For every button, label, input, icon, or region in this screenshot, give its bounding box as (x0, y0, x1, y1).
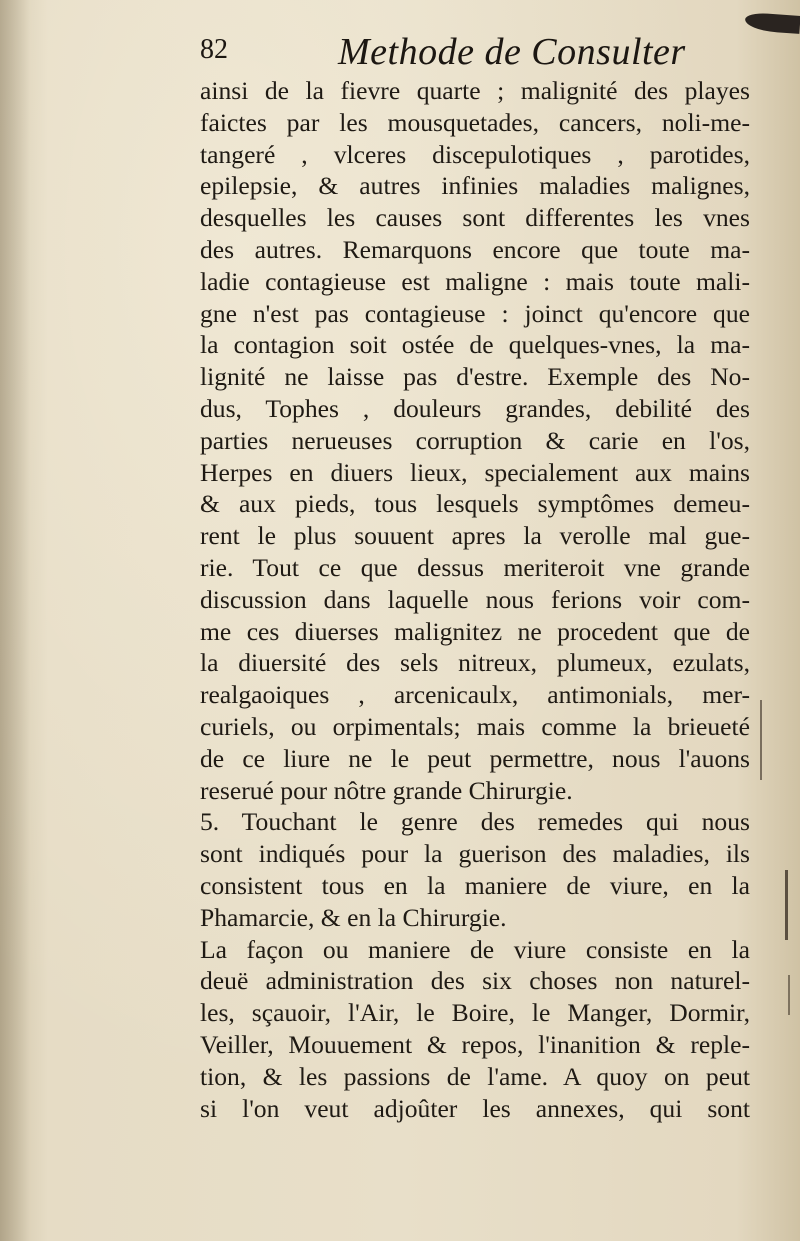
text-line: Herpes en diuers lieux, specialement aux mains (200, 457, 750, 487)
text-line: realgaoiques , arcenicaulx, antimonials, mer- (200, 680, 750, 710)
text-line: tion, & les passions de l'ame. A quoy on peut (200, 1061, 750, 1091)
page-header (200, 30, 760, 80)
text-line: discussion dans laquelle nous ferions voir com- (200, 584, 750, 614)
ink-bleed (785, 870, 788, 940)
text-line: des autres. Remarquons encore que toute ma- (200, 234, 750, 264)
text-line: deuë administration des six choses non naturel- (200, 966, 750, 996)
text-line: rie. Tout ce que dessus meriteroit vne grande (200, 552, 750, 582)
text-line: desquelles les causes sont differentes les vnes (200, 203, 750, 233)
text-line: tangeré , vlceres discepulotiques , parotides, (200, 139, 750, 169)
page-number: 82 (200, 34, 228, 65)
ink-bleed (788, 975, 790, 1015)
text-line: la diuersité des sels nitreux, plumeux, ezulats, (200, 648, 750, 678)
gutter-shadow (0, 0, 30, 1241)
body-text (200, 75, 750, 1124)
text-line: parties nerueuses corruption & carie en l'os, (200, 425, 750, 455)
text-line: rent le plus souuent apres la verolle mal gue- (200, 521, 750, 551)
text-line: epilepsie, & autres infinies maladies malignes, (200, 171, 750, 201)
text-line: si l'on veut adjoûter les annexes, qui sont (200, 1093, 750, 1123)
running-title: Methode de Consulter (338, 31, 686, 73)
text-line: faictes par les mousquetades, cancers, noli-me- (200, 107, 750, 137)
text-line: dus, Tophes , douleurs grandes, debilité des (200, 393, 750, 423)
text-line: Veiller, Mouuement & repos, l'inanition & reple- (200, 1029, 750, 1059)
ink-bleed (760, 700, 762, 780)
text-line: & aux pieds, tous lesquels symptômes demeu- (200, 489, 750, 519)
text-line: Phamarcie, & en la Chirurgie. (200, 902, 507, 932)
text-line: La façon ou maniere de viure consiste en la (200, 934, 750, 964)
text-line: gne n'est pas contagieuse : joinct qu'encore que (200, 298, 750, 328)
text-line: ladie contagieuse est maligne : mais toute mali- (200, 266, 750, 296)
text-line: 5. Touchant le genre des remedes qui nous (200, 807, 750, 837)
text-line: curiels, ou orpimentals; mais comme la brieueté (200, 711, 750, 741)
text-line: la contagion soit ostée de quelques-vnes, la ma- (200, 330, 750, 360)
text-line: reserué pour nôtre grande Chirurgie. (200, 775, 573, 805)
text-line: sont indiqués pour la guerison des maladies, ils (200, 839, 750, 869)
text-line: ainsi de la fievre quarte ; malignité des playes (200, 76, 750, 105)
text-line: consistent tous en la maniere de viure, en la (200, 870, 750, 900)
text-line: lignité ne laisse pas d'estre. Exemple des No- (200, 362, 750, 392)
text-line: les, sçauoir, l'Air, le Boire, le Manger, Dormir, (200, 998, 750, 1028)
text-line: me ces diuerses malignitez ne procedent que de (200, 616, 750, 646)
text-line: de ce liure ne le peut permettre, nous l'auons (200, 743, 750, 773)
